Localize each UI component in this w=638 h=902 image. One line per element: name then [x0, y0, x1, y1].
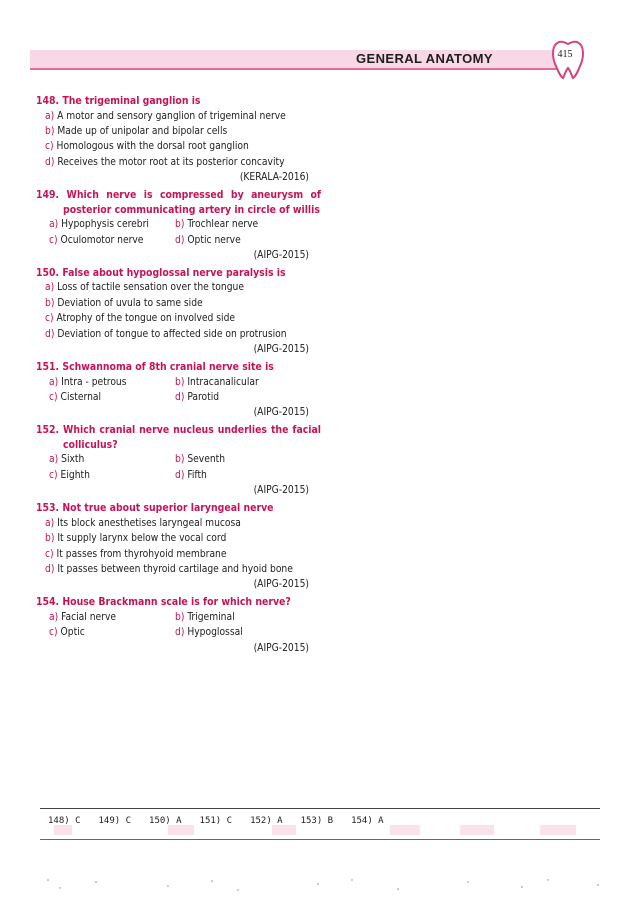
- answer-option: [49, 217, 175, 232]
- option-text: A motor and sensory ganglion of trigeminal nerve: [57, 110, 286, 122]
- option-letter: c): [45, 313, 54, 325]
- answer-option: [175, 375, 321, 390]
- option-letter: c): [45, 548, 54, 560]
- option-letter: a): [49, 611, 59, 623]
- option-letter: b): [175, 454, 185, 466]
- question-number: 154.: [36, 596, 60, 609]
- question-stem: False about hypoglossal nerve paralysis is: [62, 266, 286, 279]
- option-letter: b): [45, 297, 55, 309]
- option-text: Eighth: [60, 469, 90, 481]
- question-text: [36, 595, 321, 610]
- option-letter: d): [175, 234, 185, 246]
- option-list: [36, 109, 321, 171]
- question-stem: Which nerve is compressed by aneurysm of posterior communicating artery in circle of willis: [63, 189, 321, 216]
- answer-option: [49, 375, 175, 390]
- question-stem: House Brackmann scale is for which nerve?: [62, 596, 291, 609]
- option-letter: b): [175, 219, 185, 231]
- answer-option: [49, 233, 175, 248]
- question-text: [36, 266, 321, 281]
- option-text: Sixth: [61, 454, 85, 466]
- option-letter: c): [49, 234, 58, 246]
- answer-option: [175, 625, 321, 640]
- option-text: Atrophy of the tongue on involved side: [56, 313, 236, 325]
- option-text: Homologous with the dorsal root ganglion: [56, 141, 249, 153]
- option-text: Facial nerve: [61, 611, 117, 623]
- answer-option: [175, 233, 321, 248]
- answer-option: [36, 562, 321, 577]
- question-block: [36, 595, 321, 655]
- option-text: Optic: [60, 627, 85, 639]
- answer-option: [49, 610, 175, 625]
- option-text: Loss of tactile sensation over the tongue: [57, 282, 244, 294]
- option-list: [36, 516, 321, 578]
- answer-option: [36, 531, 321, 546]
- exam-source: (AIPG-2015): [253, 579, 309, 591]
- question-text: [36, 360, 321, 375]
- option-list: [36, 375, 321, 406]
- question-block: [36, 423, 321, 498]
- question-block: [36, 360, 321, 420]
- answer-option: [36, 124, 321, 139]
- answer-option: [36, 280, 321, 295]
- answer-option: [175, 217, 321, 232]
- option-text: Deviation of tongue to affected side on protrusion: [57, 328, 287, 340]
- option-letter: a): [49, 219, 59, 231]
- question-block: [36, 266, 321, 357]
- option-text: Receives the motor root at its posterior concavity: [57, 156, 285, 168]
- question-text: [36, 94, 321, 109]
- option-letter: a): [45, 110, 55, 122]
- option-letter: a): [49, 376, 59, 388]
- option-text: Fifth: [187, 469, 207, 481]
- option-letter: b): [45, 125, 55, 137]
- option-letter: c): [49, 627, 58, 639]
- option-text: Hypoglossal: [187, 627, 243, 639]
- option-letter: a): [45, 282, 55, 294]
- option-letter: b): [175, 376, 185, 388]
- option-text: Its block anesthetises laryngeal mucosa: [57, 517, 241, 529]
- question-number: 150.: [36, 266, 60, 279]
- tooth-icon: [548, 38, 588, 82]
- answer-key-item: 151) C: [199, 816, 233, 826]
- option-text: Deviation of uvula to same side: [57, 297, 203, 309]
- question-stem: Schwannoma of 8th cranial nerve site is: [62, 361, 274, 374]
- option-letter: d): [45, 563, 55, 575]
- option-text: Oculomotor nerve: [60, 234, 144, 246]
- option-letter: d): [45, 156, 55, 168]
- option-letter: d): [175, 391, 185, 403]
- answer-key-item: 150) A: [149, 816, 182, 826]
- answer-option: [175, 452, 321, 467]
- question-number: 149.: [36, 189, 60, 202]
- page-header-title: GENERAL ANATOMY: [356, 51, 493, 66]
- option-text: Parotid: [187, 391, 220, 403]
- answer-key-item: 149) C: [98, 816, 132, 826]
- answer-option: [49, 390, 175, 405]
- option-letter: c): [49, 391, 58, 403]
- option-text: It passes between thyroid cartilage and hyoid bone: [57, 563, 293, 575]
- answer-key-item: 153) B: [300, 816, 334, 826]
- option-text: Trigeminal: [187, 611, 235, 623]
- question-block: [36, 188, 321, 263]
- question-block: [36, 94, 321, 185]
- question-stem: The trigeminal ganglion is: [62, 95, 201, 107]
- option-text: Cisternal: [60, 391, 102, 403]
- question-block: [36, 501, 321, 592]
- option-list: [36, 452, 321, 483]
- answer-option: [175, 610, 321, 625]
- question-text: [36, 188, 321, 217]
- option-text: Made up of unipolar and bipolar cells: [57, 125, 228, 137]
- question-number: 148.: [36, 95, 60, 107]
- option-letter: d): [175, 627, 185, 639]
- exam-source: (AIPG-2015): [253, 642, 309, 654]
- option-letter: b): [45, 533, 55, 545]
- answer-key: [48, 816, 402, 826]
- exam-source: (KERALA-2016): [239, 172, 309, 184]
- option-letter: a): [45, 517, 55, 529]
- answer-option: [36, 109, 321, 124]
- page-number: 415: [557, 49, 573, 60]
- answer-option: [175, 468, 321, 483]
- answer-key-bar: [40, 808, 600, 840]
- answer-key-item: 154) A: [351, 816, 384, 826]
- option-list: [36, 610, 321, 641]
- option-letter: c): [45, 141, 54, 153]
- question-number: 152.: [36, 424, 60, 437]
- option-text: It passes from thyrohyoid membrane: [56, 548, 227, 560]
- option-text: Trochlear nerve: [187, 219, 259, 231]
- answer-option: [49, 468, 175, 483]
- answer-option: [36, 327, 321, 342]
- answer-key-item: 148) C: [48, 816, 81, 826]
- option-letter: a): [49, 454, 59, 466]
- tooth-page-badge: [548, 38, 588, 82]
- option-list: [36, 217, 321, 248]
- option-text: It supply larynx below the vocal cord: [57, 533, 227, 545]
- answer-option: [36, 547, 321, 562]
- option-text: Optic nerve: [187, 234, 241, 246]
- option-text: Hypophysis cerebri: [61, 219, 149, 231]
- question-text: [36, 423, 321, 452]
- question-number: 153.: [36, 502, 60, 515]
- answer-option: [175, 390, 321, 405]
- question-stem: Which cranial nerve nucleus underlies the facial colliculus?: [63, 424, 321, 451]
- answer-option: [36, 311, 321, 326]
- question-list: [36, 94, 321, 659]
- option-text: Seventh: [187, 454, 226, 466]
- answer-option: [36, 155, 321, 170]
- exam-source: (AIPG-2015): [253, 485, 309, 497]
- option-text: Intracanalicular: [187, 376, 259, 388]
- answer-option: [49, 452, 175, 467]
- option-text: Intra - petrous: [61, 376, 127, 388]
- answer-option: [36, 296, 321, 311]
- question-stem: Not true about superior laryngeal nerve: [62, 502, 274, 515]
- option-letter: b): [175, 611, 185, 623]
- option-letter: d): [45, 328, 55, 340]
- question-number: 151.: [36, 361, 60, 374]
- answer-key-item: 152) A: [250, 816, 283, 826]
- exam-source: (AIPG-2015): [253, 407, 309, 419]
- exam-source: (AIPG-2015): [253, 344, 309, 356]
- option-list: [36, 280, 321, 342]
- answer-option: [36, 139, 321, 154]
- option-letter: d): [175, 469, 185, 481]
- question-text: [36, 501, 321, 516]
- option-letter: c): [49, 469, 58, 481]
- exam-source: (AIPG-2015): [253, 249, 309, 261]
- answer-option: [49, 625, 175, 640]
- answer-option: [36, 516, 321, 531]
- scan-specks: [0, 870, 638, 900]
